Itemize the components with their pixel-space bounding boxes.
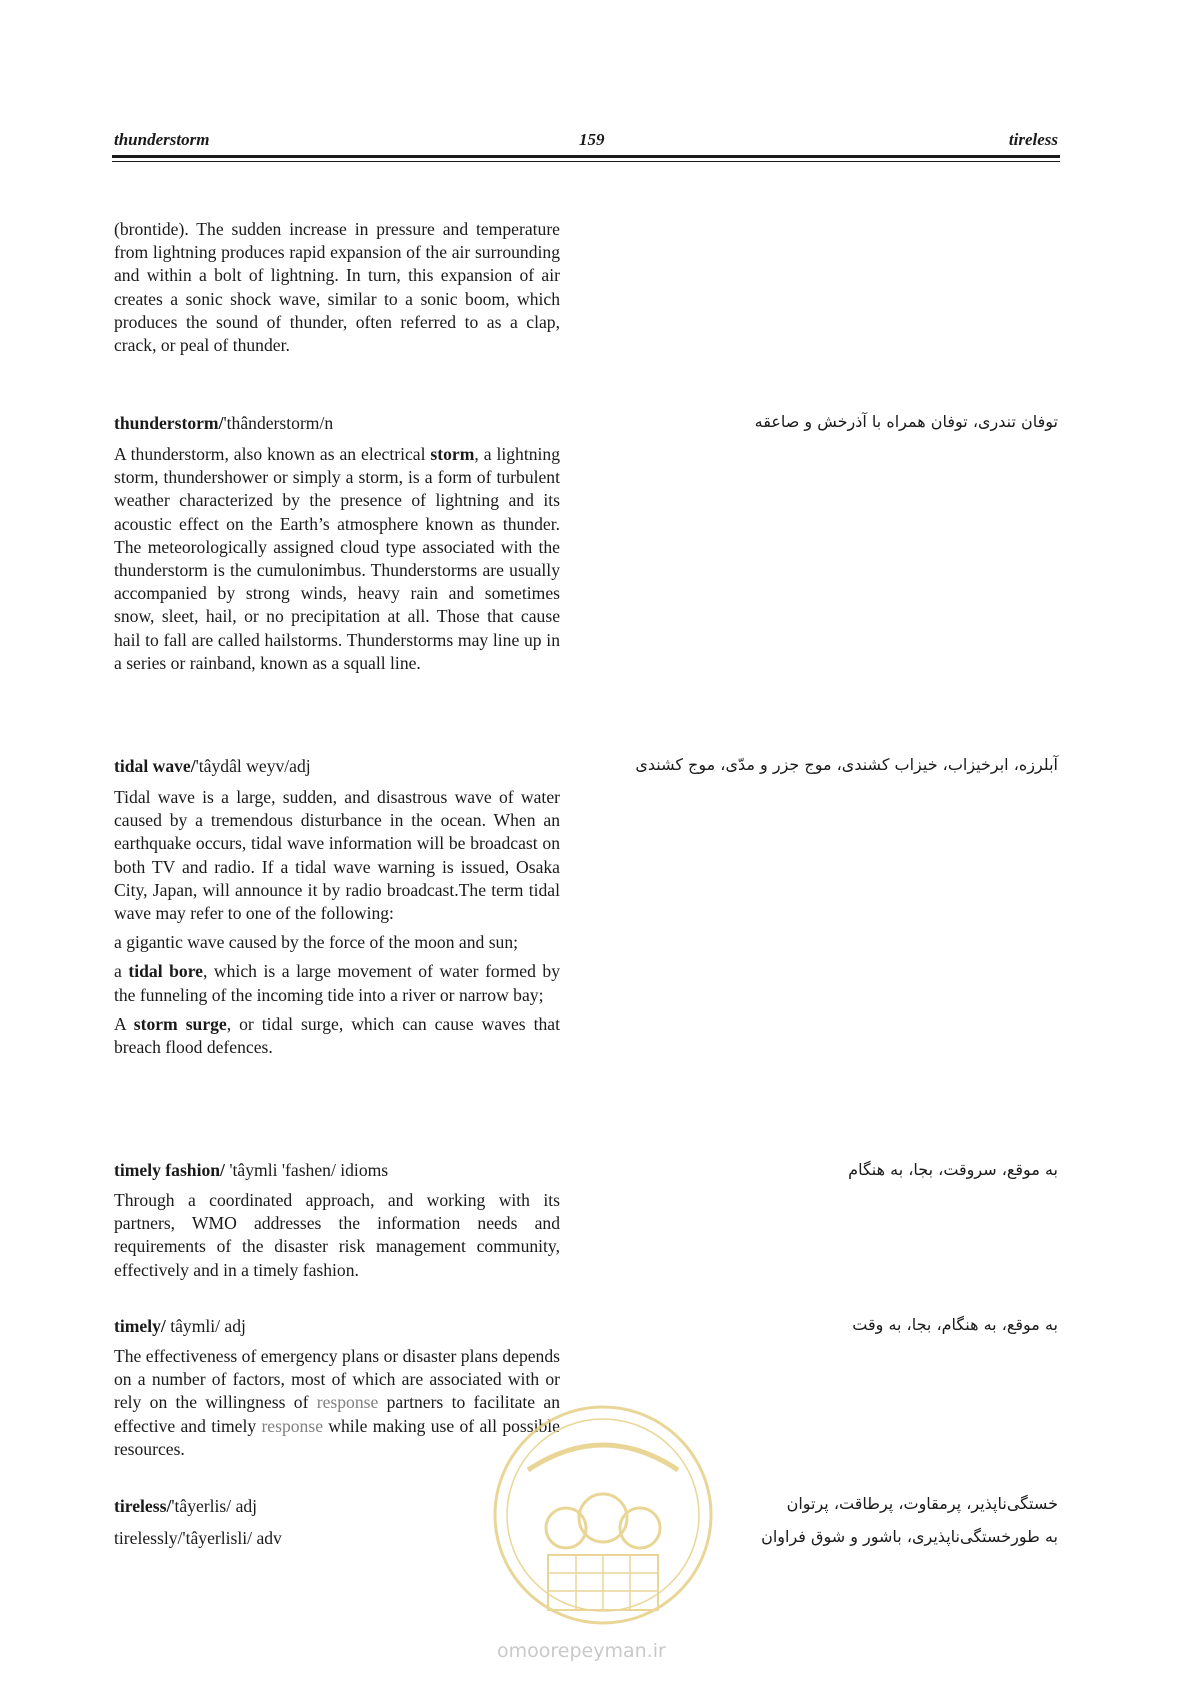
- bold-term: tidal bore: [128, 961, 203, 982]
- header-rule-thin: [112, 161, 1060, 162]
- list-item: [114, 1013, 560, 1059]
- translation-tidal-wave: آبلرزه، ابرخیزاب، خیزاب کشندی، موج جزر و مدّی، موج کشندی: [635, 755, 1058, 774]
- definition-timely-fashion: [114, 1189, 560, 1282]
- list-item-text: a: [114, 961, 129, 982]
- translation-thunderstorm: توفان تندری، توفان همراه با آذرخش و صاعقه: [754, 412, 1058, 431]
- bold-term: storm: [430, 444, 475, 464]
- headword: timely fashion/: [114, 1160, 225, 1180]
- pronunciation: 'tâymli 'fashen/ idioms: [224, 1160, 389, 1180]
- headword: timely/: [114, 1316, 166, 1336]
- gray-term: response: [316, 1392, 379, 1413]
- definition-text: Through a coordinated approach, and working with its partners, WMO addresses the information needs and requirements of the disaster risk management community, effectively and in a timely fashion.: [114, 1190, 560, 1280]
- header-left-guide-word: thunderstorm: [114, 130, 210, 149]
- headword: tidal wave/: [114, 756, 196, 776]
- definition-text: while making use of all possible resources.: [114, 1415, 560, 1459]
- list-item-text: , which is a large movement of water formed by the funneling of the incoming tide into a river or narrow bay;: [114, 961, 561, 1005]
- headword-tidal-wave: [114, 755, 311, 777]
- pronunciation: tâymli/ adj: [165, 1316, 246, 1336]
- translation-timely-fashion: به موقع، سروقت، بجا، به هنگام: [848, 1160, 1058, 1179]
- translation-tireless: خستگی‌ناپذیر، پرمقاوت، پرطاقت، پرتوان: [786, 1494, 1058, 1513]
- list-item-text: , or tidal surge, which can cause waves that breach flood defences.: [114, 1013, 560, 1058]
- headword-timely-fashion: [114, 1159, 388, 1181]
- gray-term: response: [261, 1415, 324, 1436]
- definition-text: The effectiveness of emergency plans or disaster plans depends on a number of factors, most of which are associated with or rely on the willingness of: [114, 1346, 560, 1413]
- header-rule: [112, 155, 1060, 158]
- pronunciation: 'tâyerlisli/ adv: [182, 1528, 282, 1548]
- page-number: 159: [579, 130, 605, 149]
- headword-timely: [114, 1315, 246, 1337]
- definition-text: A thunderstorm, also known as an electrical: [114, 444, 431, 464]
- seal-logo-icon: [488, 1400, 718, 1630]
- headword-tirelessly: [114, 1527, 282, 1549]
- pronunciation: 'tâydâl weyv/adj: [195, 756, 311, 776]
- definition-tidal-wave: [114, 786, 560, 1059]
- bold-term: storm surge: [133, 1013, 227, 1034]
- translation-tirelessly: به طورخستگی‌ناپذیری، باشور و شوق فراوان: [761, 1527, 1058, 1546]
- watermark-site-text: omoorepeyman.ir: [497, 1640, 666, 1662]
- definition-thunderstorm: [114, 443, 560, 675]
- headword-thunderstorm: [114, 412, 333, 434]
- definition-text: , a lightning storm, thundershower or simply a storm, is a form of turbulent weather characterized by the presence of lightning and its acoustic effect on the Earth’s atmosphere known as thunder. The meteorologically assigned cloud type associated with the thunderstorm is the cumulonimbus. Thunderstorms are usually accompanied by strong winds, heavy rain and sometimes snow, sleet, hail, or no precipitation at all. Those that cause hail to fall are called hailstorms. Thunderstorms may line up in a series or rainband, known as a squall line.: [114, 444, 560, 673]
- header-right-guide-word: tireless: [1008, 130, 1058, 149]
- definition-text: partners to facilitate an effective and timely: [114, 1392, 560, 1436]
- list-item: a gigantic wave caused by the force of the moon and sun;: [114, 932, 519, 953]
- headword: tireless/: [114, 1496, 172, 1516]
- headword-tireless: [114, 1495, 257, 1517]
- list-item-text: A: [114, 1013, 134, 1034]
- headword: tirelessly/: [114, 1528, 183, 1548]
- definition-text: Tidal wave is a large, sudden, and disastrous wave of water caused by a tremendous disturbance in the ocean. When an earthquake occurs, tidal wave information will be broadcast on both TV and radio. If a tidal wave warning is issued, Osaka City, Japan, will announce it by radio broadcast.The term tidal wave may refer to one of the following:: [114, 787, 560, 924]
- translation-timely: به موقع، به هنگام، بجا، به وقت: [852, 1315, 1058, 1334]
- list-item: [114, 960, 560, 1006]
- running-header: [114, 130, 1058, 152]
- intro-text: (brontide). The sudden increase in pressure and temperature from lightning produces rapid expansion of the air surrounding and within a bolt of lightning. In turn, this expansion of air creates a sonic shock wave, similar to a sonic boom, which produces the sound of thunder, often referred to as a clap, crack, or peal of thunder.: [114, 219, 560, 356]
- headword: thunderstorm/: [114, 413, 224, 433]
- pronunciation: 'tâyerlis/ adj: [171, 1496, 258, 1516]
- intro-paragraph: [114, 218, 560, 357]
- pronunciation: 'thânderstorm/n: [223, 413, 334, 433]
